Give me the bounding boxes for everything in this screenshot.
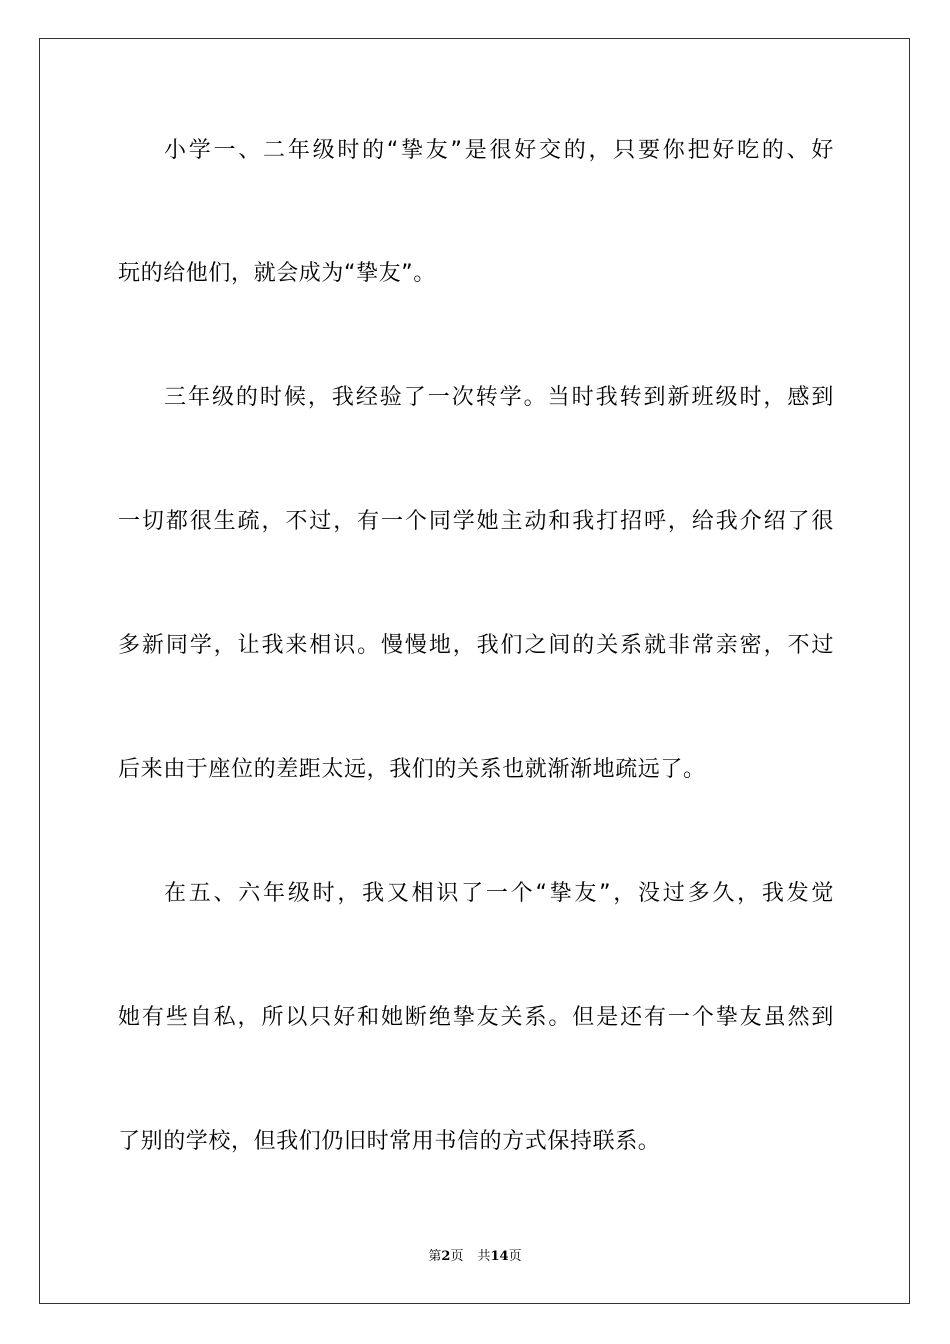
total-unit: 页 <box>508 1249 522 1264</box>
paragraph-2-line-1: 三年级的时候，我经验了一次转学。当时我转到新班级时，感到 <box>164 385 834 410</box>
paragraph-3-line-1: 在五、六年级时，我又相识了一个“挚友”，没过多久，我发觉 <box>164 881 834 906</box>
paragraph-1-line-1: 小学一、二年级时的“挚友”是很好交的，只要你把好吃的、好 <box>164 138 834 163</box>
paragraph-2-line-3: 多新同学，让我来相识。慢慢地，我们之间的关系就非常亲密，不过 <box>118 633 834 658</box>
paragraph-2-line-2: 一切都很生疏，不过，有一个同学她主动和我打招呼，给我介绍了很 <box>118 509 834 534</box>
paragraph-1-line-2: 玩的给他们，就会成为“挚友”。 <box>118 261 436 286</box>
total-prefix: 共 <box>477 1249 491 1264</box>
page-footer <box>0 1248 950 1266</box>
page-prefix: 第 <box>428 1249 442 1264</box>
paragraph-3-line-3: 了别的学校，但我们仍旧时常用书信的方式保持联系。 <box>118 1129 661 1154</box>
paragraph-3-line-2: 她有些自私，所以只好和她断绝挚友关系。但是还有一个挚友虽然到 <box>118 1005 834 1030</box>
page-total-number: 14 <box>490 1249 509 1264</box>
paragraph-2-line-4: 后来由于座位的差距太远，我们的关系也就渐渐地疏远了。 <box>118 757 706 782</box>
page-border <box>39 38 910 1304</box>
page-current-number: 2 <box>441 1249 451 1264</box>
page-unit: 页 <box>450 1249 464 1264</box>
